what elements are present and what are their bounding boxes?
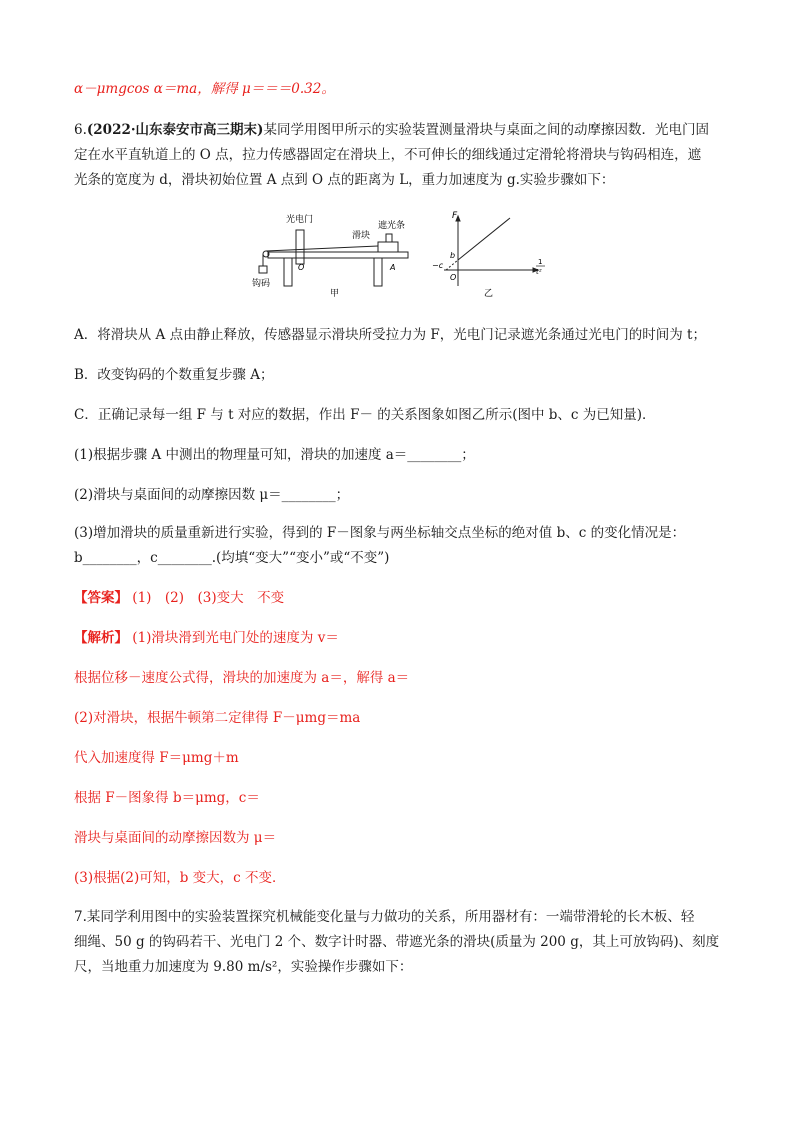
analysis-line-4: 代入加速度得 F＝μmg＋m	[74, 750, 239, 766]
graph-label-neg-c: −c	[432, 261, 444, 270]
graph-yi	[444, 216, 538, 286]
extrapolated-line	[446, 260, 458, 270]
graph-label-O: O	[450, 273, 457, 282]
track	[268, 252, 408, 258]
q6-intro-line-2: 定在水平直轨道上的 O 点，拉力传感器固定在滑块上，不可伸长的细线通过定滑轮将滑块与钩码相连，遮	[74, 147, 702, 163]
label-photogate: 光电门	[286, 215, 314, 225]
q6-step-c: C．正确记录每一组 F 与 t 对应的数据，作出 F－ 的关系图象如图乙所示(图中 b、c 为已知量)．	[74, 407, 656, 423]
q6-intro-text: 某同学用图甲所示的实验装置测量滑块与桌面之间的动摩擦因数．光电门固	[263, 122, 709, 138]
string	[266, 246, 378, 251]
hook-weight	[259, 266, 267, 273]
right-leg	[374, 258, 382, 286]
q6-step-a: A．将滑块从 A 点由静止释放，传感器显示滑块所受拉力为 F，光电门记录遮光条通过光电门的时间为 t；	[74, 327, 706, 343]
graph-x-den: t²	[536, 268, 542, 276]
q6-sub-3-line-1: (3)增加滑块的质量重新进行实验，得到的 F－图象与两坐标轴交点坐标的绝对值 b、c 的变化情况是：	[74, 525, 686, 541]
answer-tag: 【答案】	[74, 590, 128, 606]
q7-line-2: 细绳、50 g 的钩码若干、光电门 2 个、数字计时器、带遮光条的滑块(质量为 200 g，其上可放钩码)、刻度	[74, 934, 720, 950]
q6-sub-1: (1)根据步骤 A 中测出的物理量可知，滑块的加速度 a＝________；	[74, 447, 475, 463]
light-strip	[386, 234, 392, 242]
analysis-text-1: (1)滑块滑到光电门处的速度为 v＝	[132, 630, 339, 646]
graph-x-num: 1	[538, 258, 543, 266]
q6-sub-2: (2)滑块与桌面间的动摩擦因数 μ＝________；	[74, 487, 350, 503]
slider	[378, 242, 398, 252]
q6-step-b: B．改变钩码的个数重复步骤 A；	[74, 367, 274, 383]
label-strip: 遮光条	[378, 221, 406, 231]
graph-line	[458, 218, 510, 260]
left-leg	[284, 258, 292, 286]
caption-jia: 甲	[330, 289, 340, 298]
label-A: A	[390, 263, 396, 272]
label-weight: 钩码	[252, 279, 271, 289]
q6-intro-line-3: 光条的宽度为 d，滑块初始位置 A 点到 O 点的距离为 L，重力加速度为 g.实验步骤如下：	[74, 172, 615, 188]
analysis-line-1	[74, 628, 339, 648]
graph-label-F: F	[452, 211, 458, 221]
q7-line-3: 尺，当地重力加速度为 9.80 m/s²，实验操作步骤如下：	[74, 959, 413, 975]
analysis-line-7: (3)根据(2)可知，b 变大，c 不变．	[74, 870, 286, 886]
graph-label-b: b	[450, 251, 456, 260]
q6-source: (2022·山东泰安市高三期末)	[86, 122, 264, 138]
answer-text: (1) (2) (3)变大 不变	[132, 590, 285, 606]
q7-line-1: 7.某同学利用图中的实验装置探究机械能变化量与力做功的关系，所用器材有：一端带滑轮的长木板、轻	[74, 909, 695, 925]
label-slider: 滑块	[352, 231, 371, 241]
analysis-line-5: 根据 F－图象得 b＝μmg，c＝	[74, 790, 260, 806]
apparatus-diagram	[259, 230, 408, 286]
q6-number: 6.	[74, 122, 87, 138]
photogate	[296, 230, 304, 264]
analysis-tag: 【解析】	[74, 630, 128, 646]
prev-answer-line: α－μmgcos α＝ma，解得 μ＝＝＝0.32。	[74, 81, 335, 97]
answer-line	[74, 588, 284, 608]
analysis-line-6: 滑块与桌面间的动摩擦因数为 μ＝	[74, 830, 277, 846]
analysis-line-3: (2)对滑块，根据牛顿第二定律得 F－μmg＝ma	[74, 710, 361, 726]
q6-figure	[248, 206, 568, 298]
label-O: O	[298, 263, 305, 272]
caption-yi: 乙	[484, 289, 494, 298]
q6-sub-3-line-2: b________，c________.(均填“变大”“变小”或“不变”)	[74, 550, 390, 566]
analysis-line-2: 根据位移－速度公式得，滑块的加速度为 a＝，解得 a＝	[74, 670, 410, 686]
q6-intro-line-1	[74, 120, 709, 140]
